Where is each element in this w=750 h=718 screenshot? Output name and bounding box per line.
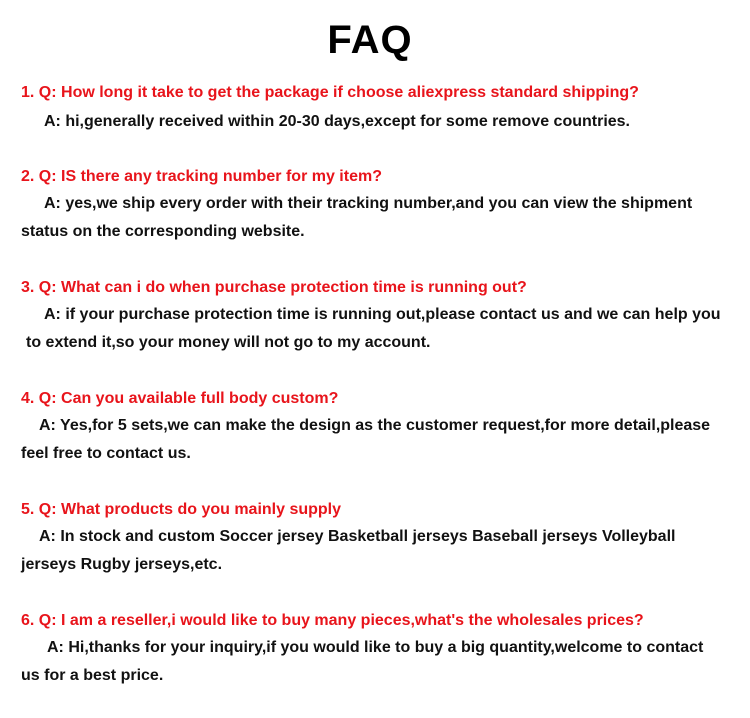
- faq-question-1: 1. Q: How long it take to get the package if choose aliexpress standard shipping?: [21, 84, 639, 101]
- faq-question-5: 5. Q: What products do you mainly supply: [21, 501, 342, 518]
- faq-question-6: 6. Q: I am a reseller,i would like to buy many pieces,what's the wholesales prices?: [21, 612, 644, 629]
- faq-answer-6-line-2: us for a best price.: [21, 667, 164, 684]
- faq-answer-6-line-1: A: Hi,thanks for your inquiry,if you would like to buy a big quantity,welcome to contact: [47, 639, 704, 656]
- faq-question-2: 2. Q: IS there any tracking number for my item?: [21, 168, 382, 185]
- faq-answer-3-line-2: to extend it,so your money will not go to my account.: [26, 334, 431, 351]
- faq-answer-4-line-2: feel free to contact us.: [21, 445, 191, 462]
- faq-question-3: 3. Q: What can i do when purchase protection time is running out?: [21, 279, 527, 296]
- faq-answer-5-line-2: jerseys Rugby jerseys,etc.: [21, 556, 223, 573]
- faq-question-4: 4. Q: Can you available full body custom?: [21, 390, 339, 407]
- faq-answer-2-line-2: status on the corresponding website.: [21, 223, 305, 240]
- faq-answer-1-line-1: A: hi,generally received within 20-30 days,except for some remove countries.: [44, 113, 630, 130]
- faq-answer-5-line-1: A: In stock and custom Soccer jersey Basketball jerseys Baseball jerseys Volleyball: [39, 528, 676, 545]
- faq-answer-2-line-1: A: yes,we ship every order with their tracking number,and you can view the shipment: [44, 195, 693, 212]
- page-title: FAQ: [327, 18, 413, 62]
- faq-answer-3-line-1: A: if your purchase protection time is running out,please contact us and we can help you: [44, 306, 721, 323]
- faq-answer-4-line-1: A: Yes,for 5 sets,we can make the design as the customer request,for more detail,please: [39, 417, 711, 434]
